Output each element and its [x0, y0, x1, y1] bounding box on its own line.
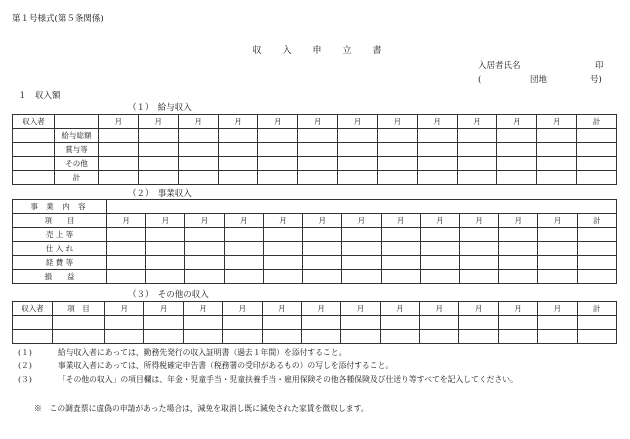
- amount-cell[interactable]: [420, 330, 459, 344]
- amount-cell[interactable]: [183, 316, 222, 330]
- amount-cell[interactable]: [218, 143, 258, 157]
- amount-cell[interactable]: [53, 330, 105, 344]
- title-char: 収: [252, 46, 262, 56]
- amount-cell[interactable]: [420, 256, 459, 270]
- amount-cell[interactable]: [338, 129, 378, 143]
- amount-cell[interactable]: [218, 171, 258, 185]
- row-label: 経 費 等: [13, 256, 107, 270]
- amount-cell[interactable]: [258, 171, 298, 185]
- amount-cell[interactable]: [459, 330, 498, 344]
- amount-cell[interactable]: [577, 242, 616, 256]
- amount-cell[interactable]: [99, 129, 139, 143]
- amount-cell[interactable]: [146, 242, 185, 256]
- table-row: [13, 256, 617, 270]
- amount-cell[interactable]: [138, 129, 178, 143]
- amount-cell[interactable]: [377, 129, 417, 143]
- amount-cell[interactable]: [538, 228, 577, 242]
- amount-cell[interactable]: [183, 330, 222, 344]
- table-row: [13, 129, 617, 143]
- month-header: 月: [224, 214, 263, 228]
- table-row: [13, 157, 617, 171]
- amount-cell[interactable]: [146, 270, 185, 284]
- amount-cell[interactable]: [13, 316, 53, 330]
- month-header: 月: [341, 302, 380, 316]
- amount-cell[interactable]: [377, 157, 417, 171]
- amount-cell[interactable]: [538, 256, 577, 270]
- amount-cell[interactable]: [381, 228, 420, 242]
- amount-cell[interactable]: [224, 256, 263, 270]
- title-char: 立: [342, 46, 352, 56]
- amount-cell[interactable]: [459, 270, 498, 284]
- amount-cell[interactable]: [457, 143, 497, 157]
- amount-cell[interactable]: [577, 316, 617, 330]
- amount-cell[interactable]: [420, 270, 459, 284]
- amount-cell[interactable]: [144, 316, 183, 330]
- table-row: [13, 242, 617, 256]
- amount-cell[interactable]: [99, 171, 139, 185]
- amount-cell[interactable]: [498, 330, 537, 344]
- amount-cell[interactable]: [380, 330, 419, 344]
- amount-cell[interactable]: [303, 228, 342, 242]
- amount-cell[interactable]: [377, 143, 417, 157]
- total-header: 計: [577, 214, 616, 228]
- month-header: 月: [537, 115, 577, 129]
- amount-cell[interactable]: [342, 242, 381, 256]
- amount-cell[interactable]: [417, 171, 457, 185]
- month-header: 月: [377, 115, 417, 129]
- amount-cell[interactable]: [303, 256, 342, 270]
- room-number-label: 号): [590, 75, 602, 85]
- month-header: 月: [146, 214, 185, 228]
- month-header: 月: [144, 302, 183, 316]
- amount-cell[interactable]: [457, 129, 497, 143]
- amount-cell[interactable]: [178, 143, 218, 157]
- note-text: 給与収入者にあっては、勤務先発行の収入証明書（過去１年間）を添付すること。: [58, 348, 347, 357]
- month-header: 月: [538, 302, 577, 316]
- amount-cell[interactable]: [577, 256, 616, 270]
- amount-cell[interactable]: [303, 242, 342, 256]
- amount-cell[interactable]: [342, 228, 381, 242]
- month-header: 月: [262, 302, 301, 316]
- amount-cell[interactable]: [263, 242, 302, 256]
- amount-cell[interactable]: [420, 242, 459, 256]
- amount-cell[interactable]: [499, 228, 538, 242]
- amount-cell[interactable]: [497, 171, 537, 185]
- amount-cell[interactable]: [537, 129, 577, 143]
- total-header: 計: [577, 302, 617, 316]
- title-char: 入: [282, 46, 292, 56]
- amount-cell[interactable]: [420, 316, 459, 330]
- note-1: [18, 349, 346, 357]
- amount-cell[interactable]: [459, 256, 498, 270]
- title-char: 申: [312, 46, 322, 56]
- amount-cell[interactable]: [497, 143, 537, 157]
- amount-cell[interactable]: [577, 171, 617, 185]
- danchi-label: 団地: [530, 75, 548, 85]
- amount-cell[interactable]: [185, 228, 224, 242]
- row-label: 賞与等: [55, 143, 99, 157]
- amount-cell[interactable]: [258, 143, 298, 157]
- amount-cell[interactable]: [380, 316, 419, 330]
- amount-cell[interactable]: [459, 228, 498, 242]
- subheading-business: （２） 事業収入: [128, 189, 192, 199]
- amount-cell[interactable]: [499, 256, 538, 270]
- table-row: [13, 316, 617, 330]
- row-label: 損 益: [13, 270, 107, 284]
- amount-cell[interactable]: [459, 316, 498, 330]
- amount-cell[interactable]: [577, 143, 617, 157]
- month-header: 月: [498, 302, 537, 316]
- month-header: 月: [185, 214, 224, 228]
- amount-cell[interactable]: [138, 171, 178, 185]
- amount-cell[interactable]: [577, 157, 617, 171]
- amount-cell[interactable]: [218, 157, 258, 171]
- note-text: 「その他の収入」の項目欄は、年金・児童手当・児童扶養手当・雇用保険その他各種保険及び仕送り等すべてを記入してください。: [58, 375, 518, 384]
- amount-cell[interactable]: [342, 256, 381, 270]
- item-header: 項 目: [13, 214, 107, 228]
- month-header: 月: [417, 115, 457, 129]
- business-income-table: [12, 199, 617, 284]
- month-header: 月: [459, 214, 498, 228]
- amount-cell[interactable]: [107, 242, 146, 256]
- amount-cell[interactable]: [258, 129, 298, 143]
- note-number: (２): [18, 361, 32, 370]
- table-row: [13, 228, 617, 242]
- item-header: 項 目: [53, 302, 105, 316]
- amount-cell[interactable]: [298, 171, 338, 185]
- row-label: その他: [55, 157, 99, 171]
- amount-cell[interactable]: [341, 330, 380, 344]
- row-label: 計: [55, 171, 99, 185]
- seal-mark: 印: [595, 61, 604, 71]
- table-row: [13, 171, 617, 185]
- amount-cell[interactable]: [13, 330, 53, 344]
- amount-cell[interactable]: [263, 256, 302, 270]
- amount-cell[interactable]: [223, 316, 262, 330]
- month-header: 月: [223, 302, 262, 316]
- amount-cell[interactable]: [538, 316, 577, 330]
- amount-cell[interactable]: [538, 270, 577, 284]
- amount-cell[interactable]: [381, 256, 420, 270]
- amount-cell[interactable]: [262, 330, 301, 344]
- month-header: 月: [303, 214, 342, 228]
- salary-income-table: [12, 114, 617, 185]
- amount-cell[interactable]: [185, 256, 224, 270]
- amount-cell[interactable]: [263, 270, 302, 284]
- amount-cell[interactable]: [457, 171, 497, 185]
- month-header: 月: [538, 214, 577, 228]
- amount-cell[interactable]: [338, 171, 378, 185]
- month-header: 月: [178, 115, 218, 129]
- amount-cell[interactable]: [258, 157, 298, 171]
- amount-cell[interactable]: [107, 270, 146, 284]
- table-row: [13, 270, 617, 284]
- business-content-field[interactable]: [107, 200, 617, 214]
- amount-cell[interactable]: [538, 330, 577, 344]
- month-header: 月: [298, 115, 338, 129]
- month-header: 月: [183, 302, 222, 316]
- month-header: 月: [105, 302, 144, 316]
- amount-cell[interactable]: [498, 316, 537, 330]
- month-header: 月: [497, 115, 537, 129]
- amount-cell[interactable]: [218, 129, 258, 143]
- note-number: (１): [18, 348, 32, 357]
- month-header: 月: [380, 302, 419, 316]
- month-header: 月: [301, 302, 340, 316]
- amount-cell[interactable]: [499, 270, 538, 284]
- row-label: 給与総額: [55, 129, 99, 143]
- resident-name-label: 入居者氏名: [478, 61, 521, 71]
- amount-cell[interactable]: [53, 316, 105, 330]
- amount-cell[interactable]: [298, 129, 338, 143]
- amount-cell[interactable]: [381, 242, 420, 256]
- month-header: 月: [338, 115, 378, 129]
- amount-cell[interactable]: [178, 129, 218, 143]
- amount-cell[interactable]: [381, 270, 420, 284]
- amount-cell[interactable]: [105, 330, 144, 344]
- amount-cell[interactable]: [497, 157, 537, 171]
- earner-cell[interactable]: [13, 171, 55, 185]
- amount-cell[interactable]: [338, 143, 378, 157]
- amount-cell[interactable]: [577, 228, 616, 242]
- amount-cell[interactable]: [224, 270, 263, 284]
- amount-cell[interactable]: [107, 228, 146, 242]
- month-header: 月: [381, 214, 420, 228]
- month-header: 月: [420, 302, 459, 316]
- note-2: [18, 362, 393, 370]
- month-header: 月: [107, 214, 146, 228]
- title-char: 書: [372, 46, 382, 56]
- danchi-open-paren: (: [478, 75, 482, 85]
- row-label: 売 上 等: [13, 228, 107, 242]
- amount-cell[interactable]: [342, 270, 381, 284]
- amount-cell[interactable]: [263, 228, 302, 242]
- amount-cell[interactable]: [537, 143, 577, 157]
- amount-cell[interactable]: [497, 129, 537, 143]
- note-text: 事業収入者にあっては、所得税確定申告書（税務署の受印があるもの）の写しを添付すること。: [58, 361, 394, 370]
- amount-cell[interactable]: [417, 129, 457, 143]
- other-income-table: [12, 301, 617, 344]
- amount-cell[interactable]: [459, 242, 498, 256]
- form-number: 第１号様式(第５条関係): [12, 14, 104, 24]
- amount-cell[interactable]: [138, 143, 178, 157]
- amount-cell[interactable]: [341, 316, 380, 330]
- amount-cell[interactable]: [577, 270, 616, 284]
- amount-cell[interactable]: [99, 143, 139, 157]
- amount-cell[interactable]: [107, 256, 146, 270]
- business-content-label: 事 業 内 容: [13, 200, 107, 214]
- amount-cell[interactable]: [538, 242, 577, 256]
- amount-cell[interactable]: [417, 157, 457, 171]
- note-number: (３): [18, 375, 32, 384]
- amount-cell[interactable]: [185, 242, 224, 256]
- amount-cell[interactable]: [338, 157, 378, 171]
- false-declaration-warning: ※ この調査票に虚偽の申請があった場合は，減免を取消し既に減免された家賃を徴収します。: [34, 404, 369, 413]
- month-header: 月: [218, 115, 258, 129]
- earner-cell[interactable]: [13, 129, 55, 143]
- amount-cell[interactable]: [298, 157, 338, 171]
- total-header: 計: [577, 115, 617, 129]
- month-header: 月: [459, 302, 498, 316]
- amount-cell[interactable]: [144, 330, 183, 344]
- month-header: 月: [99, 115, 139, 129]
- earner-cell[interactable]: [13, 143, 55, 157]
- amount-cell[interactable]: [420, 228, 459, 242]
- amount-cell[interactable]: [377, 171, 417, 185]
- table-row: [13, 330, 617, 344]
- amount-cell[interactable]: [146, 228, 185, 242]
- note-3: [18, 376, 518, 384]
- table-row: [13, 143, 617, 157]
- month-header: 月: [457, 115, 497, 129]
- amount-cell[interactable]: [138, 157, 178, 171]
- amount-cell[interactable]: [537, 171, 577, 185]
- amount-cell[interactable]: [301, 330, 340, 344]
- amount-cell[interactable]: [301, 316, 340, 330]
- month-header: 月: [263, 214, 302, 228]
- earner-cell[interactable]: [13, 157, 55, 171]
- amount-cell[interactable]: [224, 228, 263, 242]
- amount-cell[interactable]: [223, 330, 262, 344]
- month-header: 月: [258, 115, 298, 129]
- amount-cell[interactable]: [185, 270, 224, 284]
- amount-cell[interactable]: [577, 330, 617, 344]
- amount-cell[interactable]: [298, 143, 338, 157]
- document-title: [242, 47, 392, 56]
- amount-cell[interactable]: [178, 171, 218, 185]
- month-header: 月: [342, 214, 381, 228]
- month-header: 月: [499, 214, 538, 228]
- amount-cell[interactable]: [224, 242, 263, 256]
- amount-cell[interactable]: [262, 316, 301, 330]
- section-heading-income: １ 収入額: [18, 91, 61, 101]
- row-label: 仕 入 れ: [13, 242, 107, 256]
- amount-cell[interactable]: [457, 157, 497, 171]
- amount-cell[interactable]: [499, 242, 538, 256]
- amount-cell[interactable]: [146, 256, 185, 270]
- subheading-other: （３） その他の収入: [128, 290, 209, 300]
- earner-header: 収入者: [13, 302, 53, 316]
- subheading-salary: （１） 給与収入: [128, 103, 192, 113]
- amount-cell[interactable]: [99, 157, 139, 171]
- month-header: 月: [138, 115, 178, 129]
- earner-header: 収入者: [13, 115, 55, 129]
- amount-cell[interactable]: [577, 129, 617, 143]
- blank-header: [55, 115, 99, 129]
- amount-cell[interactable]: [537, 157, 577, 171]
- amount-cell[interactable]: [417, 143, 457, 157]
- month-header: 月: [420, 214, 459, 228]
- amount-cell[interactable]: [105, 316, 144, 330]
- amount-cell[interactable]: [178, 157, 218, 171]
- amount-cell[interactable]: [303, 270, 342, 284]
